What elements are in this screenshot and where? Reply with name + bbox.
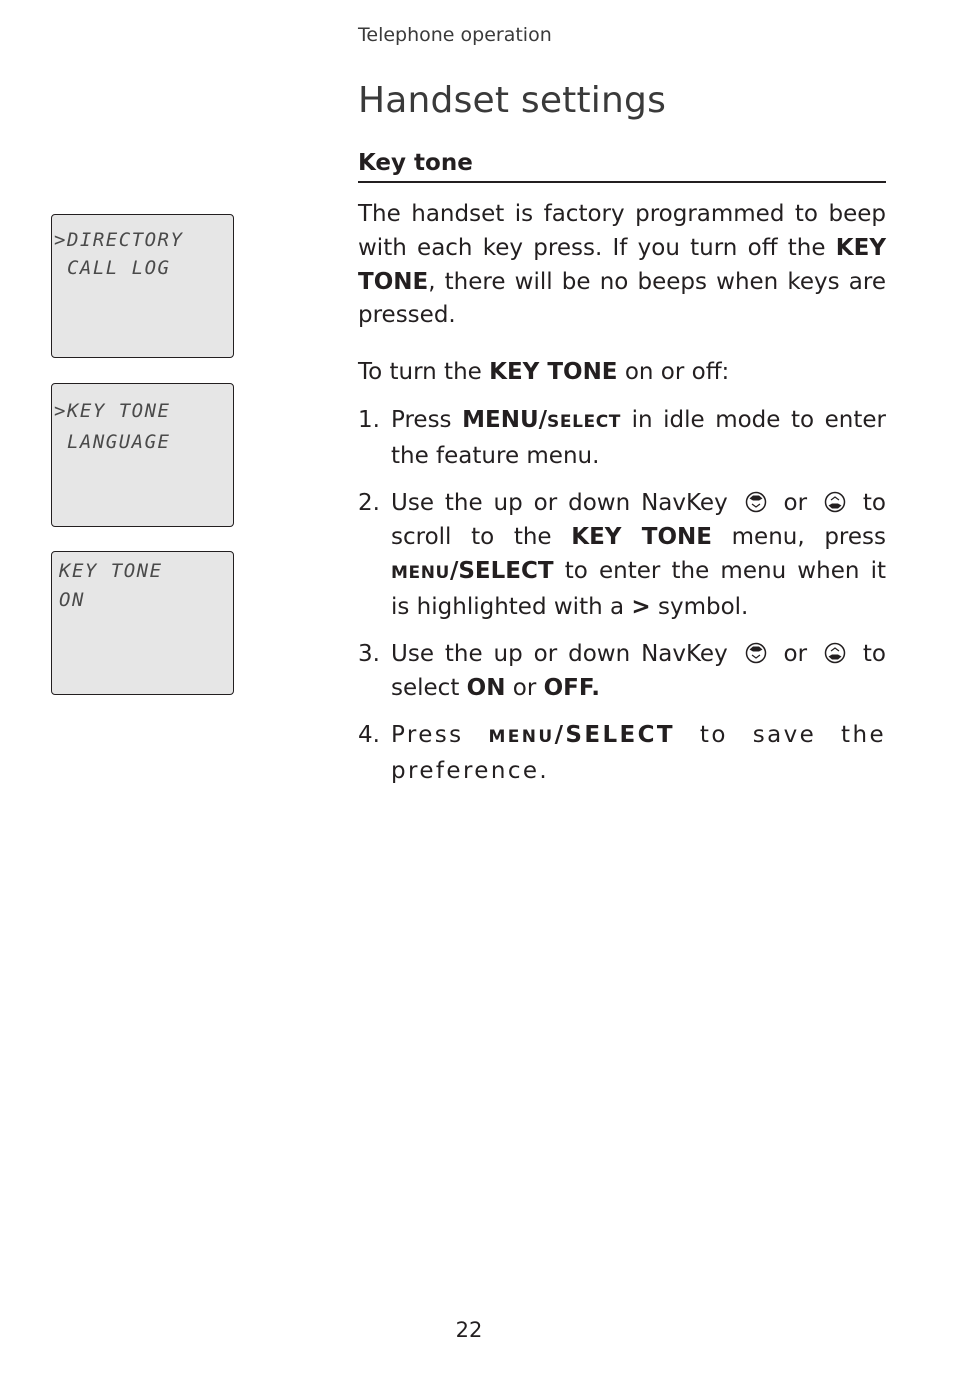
step-key-smallcaps: MENU — [391, 562, 450, 583]
or-text: or — [783, 490, 808, 517]
step-key: /SELECT — [554, 722, 676, 749]
lcd-line: >KEY TONE — [54, 400, 171, 422]
navkey-down-icon — [824, 642, 846, 664]
step-text: Use the up or down NavKey — [391, 490, 728, 517]
step-text: menu, press — [712, 523, 887, 550]
intro-text: The handset is factory programmed to beep with each key press. If you turn off the — [358, 201, 886, 261]
step-text: to enter the menu when it is highlighted with a — [391, 557, 886, 620]
step-key: MENU/ — [462, 407, 548, 433]
step-off: OFF. — [543, 674, 600, 701]
lead-text: To turn the — [358, 359, 490, 385]
step-text: Use the up or down NavKey — [391, 640, 728, 667]
step-text: Press — [391, 722, 489, 749]
navkey-down-icon — [824, 491, 846, 513]
step-key-tone: KEY TONE — [571, 523, 712, 550]
lead-text-end: on or off: — [617, 359, 730, 385]
lead-paragraph — [358, 356, 886, 390]
lcd-screen-key-tone-on — [51, 551, 234, 695]
step-key: /SELECT — [449, 557, 554, 584]
lead-key-tone: KEY TONE — [489, 359, 618, 385]
lcd-line: CALL LOG — [54, 257, 171, 279]
steps-list — [358, 404, 886, 802]
step-text: or — [505, 674, 544, 701]
page-title: Handset settings — [358, 80, 667, 121]
lcd-line: KEY TONE — [59, 560, 163, 582]
intro-paragraph — [358, 198, 886, 333]
section-label: Telephone operation — [358, 24, 552, 46]
step-on: ON — [466, 674, 506, 701]
lcd-line: >DIRECTORY — [54, 229, 184, 251]
step-text: to select — [391, 640, 886, 701]
step-number: 2. — [358, 490, 380, 517]
step-text-end: to save the preference. — [391, 722, 886, 784]
step-text-end: symbol. — [650, 593, 749, 620]
step-key-smallcaps: MENU — [488, 727, 555, 748]
lcd-screen-key-tone-menu — [51, 383, 234, 527]
lcd-screen-directory — [51, 214, 234, 358]
step-key-smallcaps: SELECT — [547, 412, 622, 432]
step-number: 3. — [358, 640, 380, 667]
step-number: 1. — [358, 407, 380, 433]
or-text: or — [783, 640, 808, 667]
step-text: to scroll to the — [391, 490, 886, 550]
step-text-end: in idle mode to enter the feature menu. — [391, 407, 886, 469]
step-number: 4. — [358, 722, 380, 749]
step-text: Press — [391, 407, 463, 433]
step-1 — [358, 404, 886, 474]
navkey-up-icon — [745, 491, 767, 513]
step-symbol: > — [631, 593, 651, 620]
page-number: 22 — [455, 1318, 483, 1342]
navkey-up-icon — [745, 642, 767, 664]
lcd-line: ON — [59, 589, 85, 611]
sub-heading: Key tone — [358, 150, 886, 183]
step-4 — [358, 719, 886, 789]
intro-text-end: , there will be no beeps when keys are pressed. — [358, 268, 886, 329]
lcd-line: LANGUAGE — [54, 431, 171, 453]
step-2 — [358, 487, 886, 624]
intro-key-tone: KEY TONE — [358, 234, 886, 295]
step-3 — [358, 638, 886, 706]
